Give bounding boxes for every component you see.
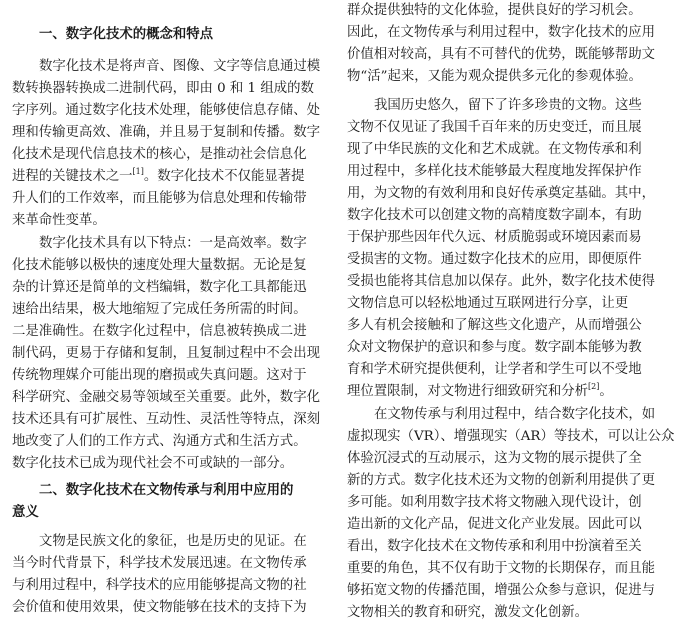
text-line [347,602,588,623]
text-line [12,210,106,231]
text-line [347,470,655,491]
text-line [347,205,642,226]
text-line [12,321,307,342]
text-line [347,426,674,447]
text-line [39,56,320,77]
line-text: 意义 [12,505,39,520]
text-line [39,233,307,254]
line-text: 价值相对较高，具有不可替代的优势，既能够帮助文 [347,47,655,62]
text-line [12,144,307,165]
text-line [347,139,642,160]
line-text: 文物信息可以轻松地通过互联网进行分享，让更 [347,296,629,311]
line-text: 够拓宽文物的传播范围，增强公众参与意识，促进与 [347,583,655,598]
line-text: 速给出结果，极大地缩短了完成任务所需的时间。 [12,302,307,317]
text-line [347,381,613,402]
line-text: 多可能。如利用数字技术将文物融入现代设计，创 [347,495,642,510]
line-text: 育和学术研究提供便利，让学者和学生可以不受地 [347,362,642,377]
line-text: 理和传输更高效、准确，并且易于复制和传播。数字 [12,125,320,140]
text-line [12,277,307,298]
line-text: 数字化技术具有以下特点：一是高效率。数字 [39,236,307,251]
section-heading [39,24,213,45]
line-text: 传统物理媒介可能出现的磨损或失真问题。这对于 [12,368,307,383]
line-text: 来革命性变革。 [12,213,106,228]
line-text: 技术还具有可扩展性、互动性、灵活性等特点，深刻 [12,412,320,427]
line-text: 字序列。通过数字化技术处理，能够使信息存储、处 [12,103,320,118]
line-text: 众对文物保护的意识和参与度。数字副本能够为教 [347,340,642,355]
line-text: 因此，在文物传承与利用过程中，数字化技术的应用 [347,25,655,40]
line-text: 虚拟现实（VR）、增强现实（AR）等技术，可以让公众 [347,429,675,444]
text-line [39,531,307,552]
line-text: 文物是民族文化的象征，也是历史的见证。在 [39,534,307,549]
line-text-tail: 。 [599,384,613,399]
text-line [347,514,642,535]
text-line [12,553,307,574]
text-line [347,183,655,204]
line-text: 文物相关的教育和研究，激发文化创新。 [347,605,589,620]
line-text: 杂的计算还是简单的文档编辑，数字化工具都能迅 [12,280,307,295]
line-text: 升人们的工作效率，而且能够为信息处理和传输带 [12,191,307,206]
line-text: 受损害的文物。通过数字化技术的应用，即便原件 [347,252,642,267]
line-text: 一、数字化技术的概念和特点 [39,27,214,42]
text-line [12,575,307,596]
text-line [347,227,642,248]
line-text: 新的方式。数字化技术还为文物的创新利用提供了更 [347,473,655,488]
text-line [12,387,320,408]
text-line [12,343,320,364]
section-heading [39,480,293,501]
line-text: 数字化技术是将声音、图像、文字等信息通过模 [39,59,321,74]
line-text: 数字化技术可以创建文物的高精度数字副本，有助 [347,208,642,223]
line-text: 群众提供独特的文化体验，提供良好的学习机会。 [347,3,642,18]
line-text: 看出，数字化技术在文物传承和利用中扮演着至关 [347,539,642,554]
line-text: 化技术能够以极快的速度处理大量数据。无论是复 [12,258,307,273]
line-text: 重要的角色，其不仅有助于文物的长期保存，而且能 [347,561,655,576]
text-line [347,249,642,270]
line-text-tail: 。数字化技术不仅能显著提 [143,169,305,184]
line-text: 文物不仅见证了我国千百年来的历史变迁，而且展 [347,120,642,135]
line-text: 于保护那些因年代久远、材质脆弱或环境因素而易 [347,230,642,245]
line-text: 数字化技术已成为现代社会不可或缺的一部分。 [12,456,294,471]
text-line [12,299,307,320]
section-heading [12,502,39,523]
text-line [347,315,642,336]
text-line [347,66,642,87]
text-line [12,78,314,99]
line-text: 用过程中，多样化技术能够最大程度地发挥保护作 [347,164,642,179]
text-line [12,166,305,187]
text-line [12,431,307,452]
text-line [12,188,307,209]
text-line [12,597,307,618]
line-text: 当今时代背景下，科学技术发展迅速。在文物传承 [12,556,307,571]
text-line [347,536,642,557]
line-text: 现了中华民族的文化和艺术成就。在文物传承和利 [347,142,642,157]
text-line [347,161,642,182]
text-line [12,100,320,121]
text-line [12,453,293,474]
line-text: 二、数字化技术在文物传承与利用中应用的 [39,483,294,498]
line-text: 制代码，更易于存储和复制，且复制过程中不会出现 [12,346,320,361]
line-text: 物“活”起来，又能为观众提供多元化的参观体验。 [347,69,642,84]
line-text: 我国历史悠久，留下了许多珍贵的文物。这些 [374,98,642,113]
text-line [347,492,642,513]
line-text: 造出新的文化产品，促进文化产业发展。因此可以 [347,517,642,532]
line-text: 在文物传承与利用过程中，结合数字化技术，如 [374,407,656,422]
line-text: 与利用过程中，科学技术的应用能够提高文物的社 [12,578,307,593]
text-line [347,448,642,469]
text-line [347,44,655,65]
line-text: 会价值和使用效果，使文物能够在技术的支持下为 [12,600,307,615]
citation-ref: [1] [132,167,144,176]
text-line [347,558,655,579]
text-line [347,22,655,43]
line-text: 二是准确性。在数字化过程中，信息被转换成二进 [12,324,307,339]
line-text: 理位置限制，对文物进行细致研究和分析 [347,384,589,399]
text-line [12,122,320,143]
line-text: 化技术是现代信息技术的核心，是推动社会信息化 [12,147,307,162]
text-line [12,255,307,276]
text-line [347,293,628,314]
text-line [12,409,320,430]
text-line [347,359,642,380]
line-text: 地改变了人们的工作方式、沟通方式和生活方式。 [12,434,307,449]
line-text: 用，为文物的有效利用和良好传承奠定基础。其中， [347,186,655,201]
text-line [347,271,655,292]
line-text: 多人有机会接触和了解这些文化遗产，从而增强公 [347,318,642,333]
line-text: 体验沉浸式的互动展示，这为文物的展示提供了全 [347,451,642,466]
line-text: 数转换器转换成二进制代码，即由 0 和 1 组成的数 [12,81,314,96]
text-line [347,337,642,358]
line-text: 受损也能将其信息加以保存。此外，数字化技术使得 [347,274,655,289]
text-line [374,95,642,116]
line-text: 科学研究、金融交易等领域至关重要。此外，数字化 [12,390,320,405]
line-text: 进程的关键技术之一 [12,169,133,184]
text-line [12,365,307,386]
text-line [347,117,642,138]
text-line [374,404,655,425]
text-line [347,580,655,601]
citation-ref: [2] [588,382,600,391]
text-line [347,0,642,21]
